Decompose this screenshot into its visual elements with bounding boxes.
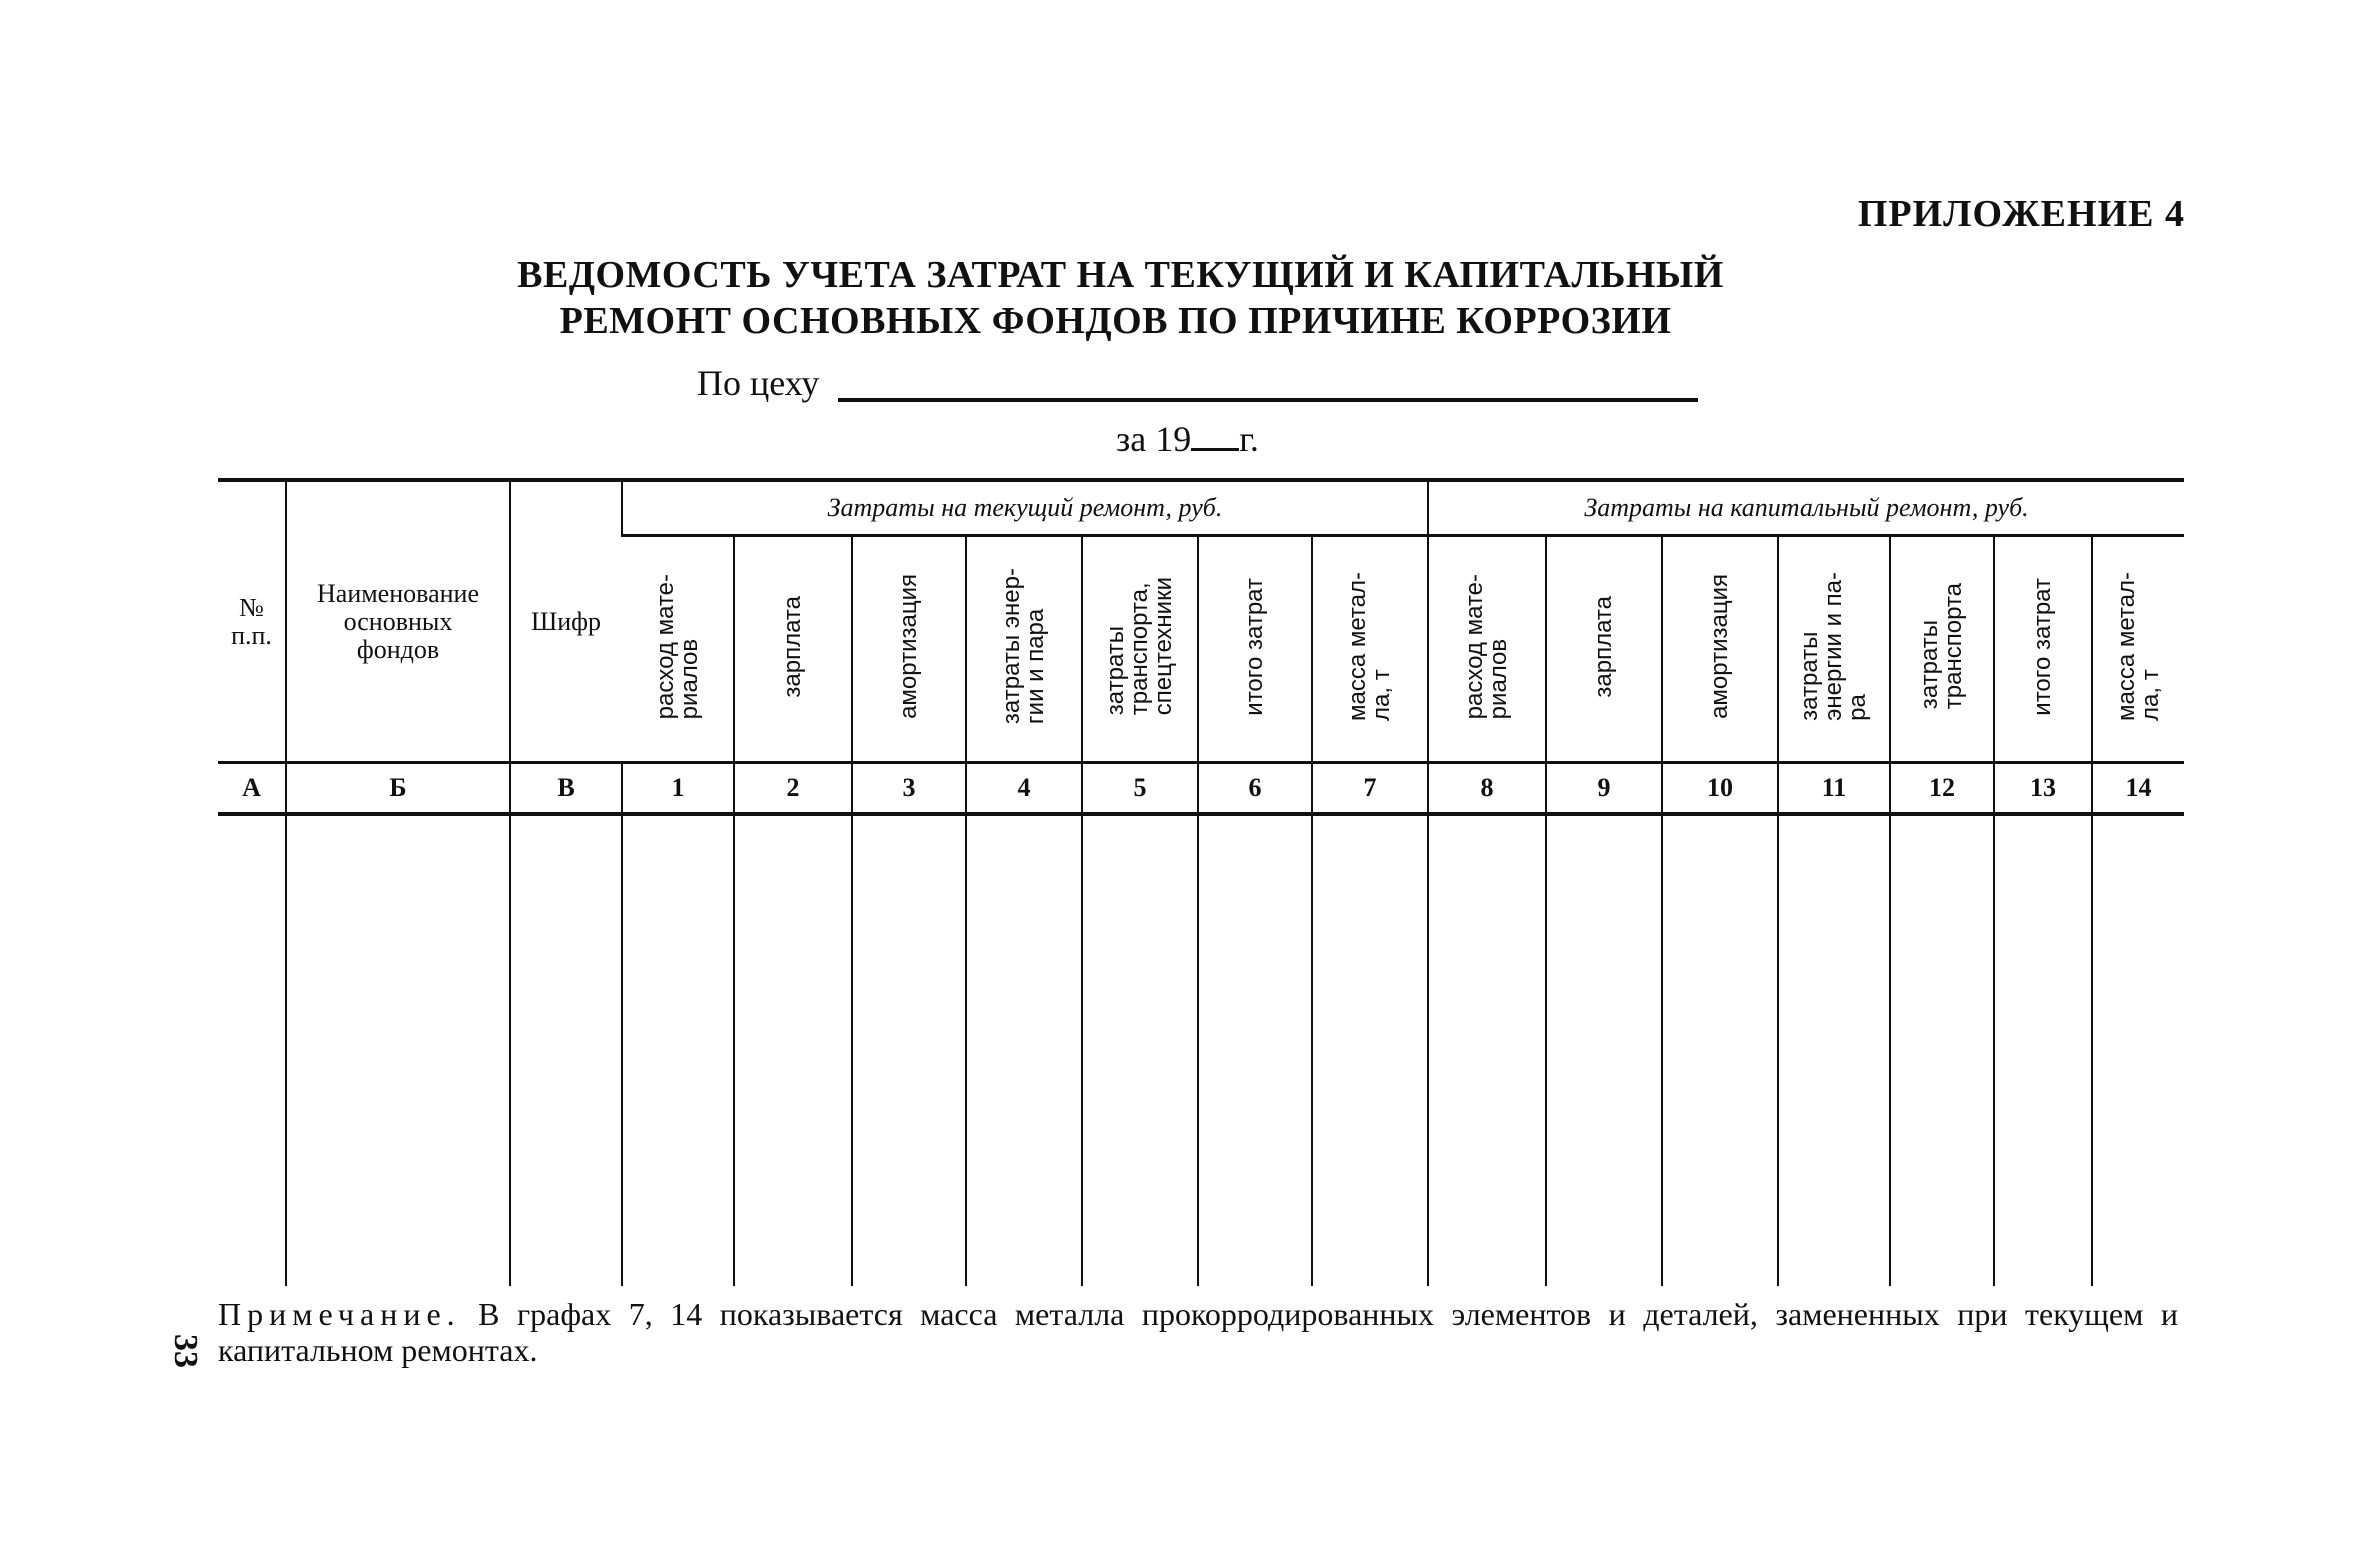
column-number: 4 — [966, 763, 1082, 815]
header-capital-total: итого затрат — [1994, 536, 2092, 763]
year-line — [1116, 418, 1259, 460]
note-label: Примечание. — [218, 1296, 461, 1332]
page-number: 33 — [167, 1334, 204, 1368]
shop-label: По цеху — [697, 363, 820, 403]
blank-cell — [852, 814, 966, 1286]
header-current-salary: зарплата — [734, 536, 852, 763]
cost-ledger-table — [218, 478, 2184, 1286]
column-number: 3 — [852, 763, 966, 815]
document-title — [0, 252, 2361, 344]
header-capital-metal-mass: масса метал- ла, т — [2092, 536, 2184, 763]
year-blank — [1191, 428, 1239, 451]
column-number: 14 — [2092, 763, 2184, 815]
blank-cell — [966, 814, 1082, 1286]
note-text: В графах 7, 14 показывается масса металла прокорродированных элементов и деталей, замененных при текущем и капитальном ремонтах. — [218, 1296, 2178, 1368]
column-number: 11 — [1778, 763, 1890, 815]
blank-cell — [1312, 814, 1428, 1286]
appendix-label: ПРИЛОЖЕНИЕ 4 — [1857, 193, 2185, 235]
blank-cell — [1994, 814, 2092, 1286]
year-prefix: за 19 — [1116, 419, 1192, 459]
header-current-transport: затраты транспорта, спецтехники — [1082, 536, 1198, 763]
header-capital-transport: затраты транспорта — [1890, 536, 1994, 763]
header-current-metal-mass: масса метал- ла, т — [1312, 536, 1428, 763]
column-number: 9 — [1546, 763, 1662, 815]
header-current-total: итого затрат — [1198, 536, 1312, 763]
blank-cell — [622, 814, 734, 1286]
blank-cell — [734, 814, 852, 1286]
header-current-energy: затраты энер- гии и пара — [966, 536, 1082, 763]
header-capital-amortization: амортизация — [1662, 536, 1778, 763]
column-number: 13 — [1994, 763, 2092, 815]
footnote — [218, 1296, 2178, 1368]
column-number: 5 — [1082, 763, 1198, 815]
blank-cell — [1082, 814, 1198, 1286]
header-capital-materials: расход мате- риалов — [1428, 536, 1546, 763]
column-number-row — [218, 763, 2184, 815]
blank-cell — [2092, 814, 2184, 1286]
column-number: Б — [286, 763, 510, 815]
column-number: В — [510, 763, 622, 815]
title-line-1: ВЕДОМОСТЬ УЧЕТА ЗАТРАТ НА ТЕКУЩИЙ И КАПИТАЛЬНЫЙ — [517, 254, 1724, 296]
column-number: 8 — [1428, 763, 1546, 815]
header-asset-name: Наименование основных фондов — [286, 480, 510, 763]
group-capital-repair: Затраты на капитальный ремонт, руб. — [1428, 480, 2184, 536]
year-suffix: г. — [1239, 419, 1259, 459]
column-number: 2 — [734, 763, 852, 815]
column-number: А — [218, 763, 286, 815]
column-number: 7 — [1312, 763, 1428, 815]
column-number: 1 — [622, 763, 734, 815]
header-current-amortization: амортизация — [852, 536, 966, 763]
shop-blank-line — [838, 398, 1698, 402]
blank-cell — [1662, 814, 1778, 1286]
blank-cell — [286, 814, 510, 1286]
header-code: Шифр — [510, 480, 622, 763]
column-number: 12 — [1890, 763, 1994, 815]
title-line-2: РЕМОНТ ОСНОВНЫХ ФОНДОВ ПО ПРИЧИНЕ КОРРОЗИИ — [559, 300, 1672, 342]
header-current-materials: расход мате- риалов — [651, 573, 703, 720]
header-row-number: № п.п. — [218, 480, 286, 763]
blank-cell — [1890, 814, 1994, 1286]
header-capital-energy: затраты энергии и па- ра — [1778, 536, 1890, 763]
blank-cell — [1778, 814, 1890, 1286]
blank-cell — [1428, 814, 1546, 1286]
blank-cell — [510, 814, 622, 1286]
column-number: 6 — [1198, 763, 1312, 815]
group-current-repair: Затраты на текущий ремонт, руб. — [622, 480, 1428, 536]
blank-cell — [218, 814, 286, 1286]
blank-cell — [1546, 814, 1662, 1286]
header-capital-salary: зарплата — [1546, 536, 1662, 763]
blank-entry-area — [218, 814, 2184, 1286]
column-number: 10 — [1662, 763, 1778, 815]
blank-cell — [1198, 814, 1312, 1286]
